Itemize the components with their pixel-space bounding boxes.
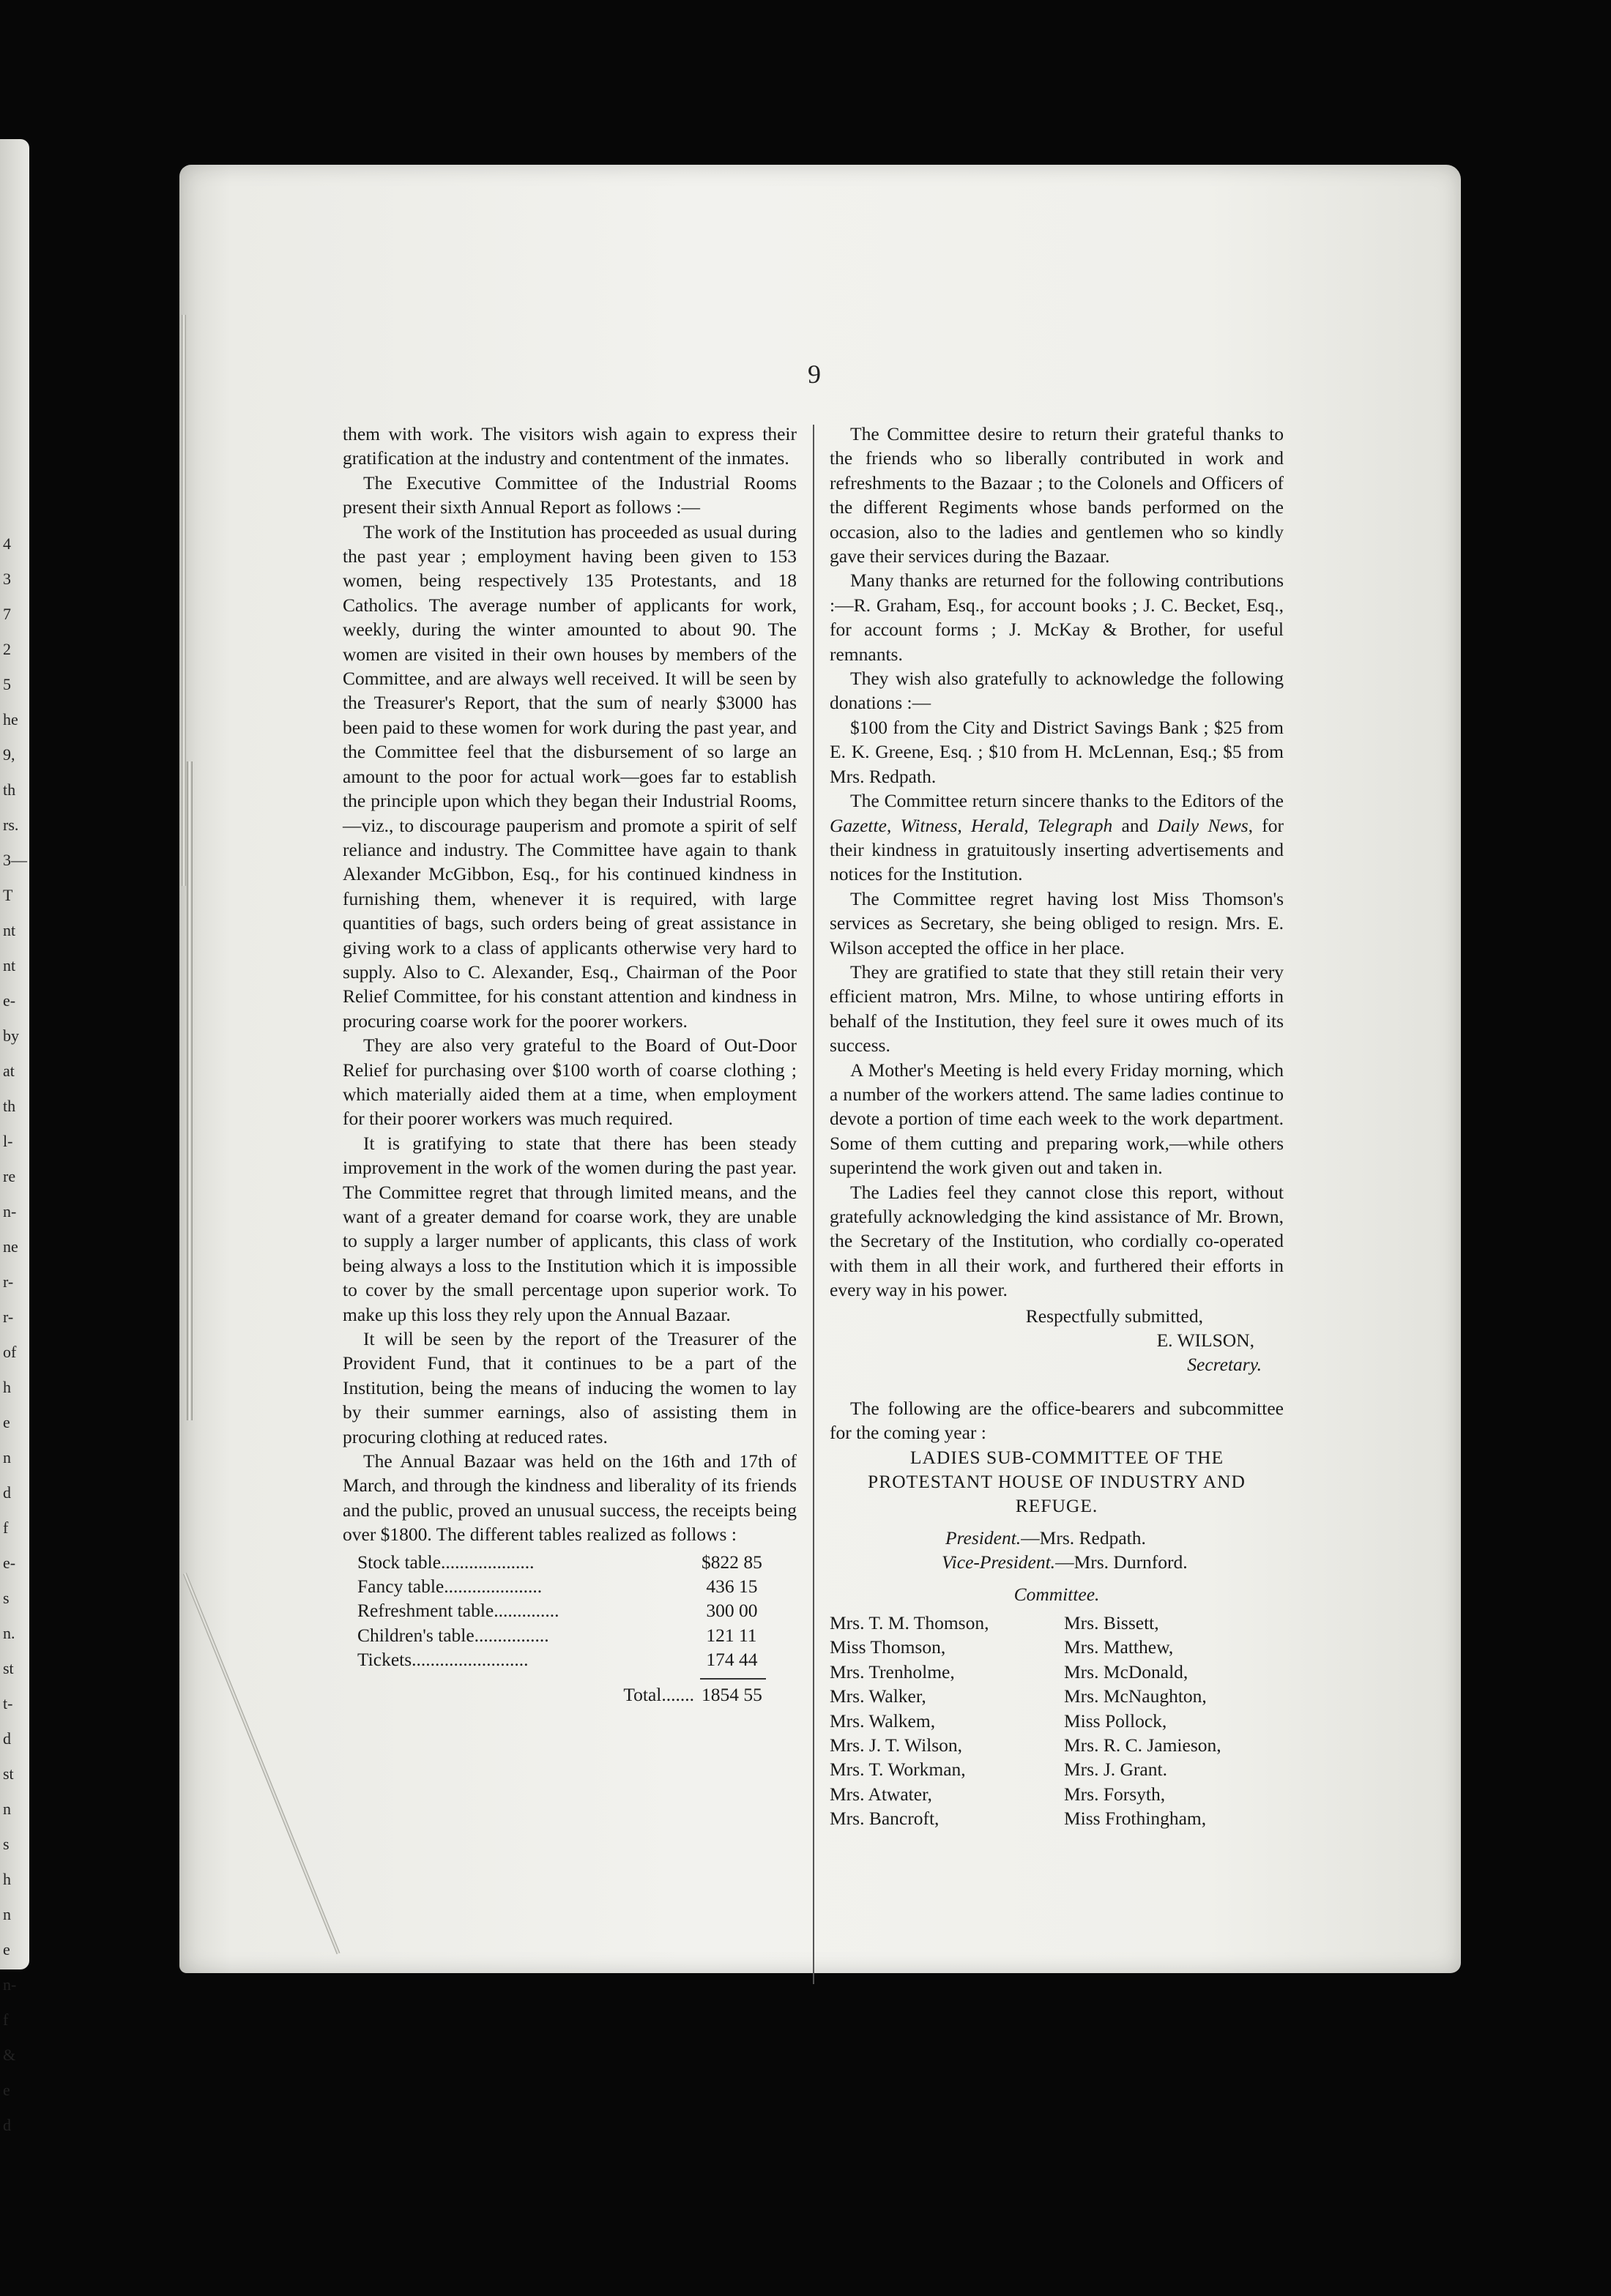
margin-fragment: at — [3, 1062, 15, 1080]
ledger-label: Stock table.................... — [357, 1551, 535, 1573]
committee-member: Mrs. T. M. Thomson, — [830, 1612, 989, 1634]
members-column-right — [1064, 1611, 1284, 1831]
paragraph: It is gratifying to state that there has been steady improvement in the work of the women during the past year. The Committee regret that through limited means, and the want of a greater demand for coarse work, they are unable to supply a larger number of applicants, this class of work being always a loss to the Institution which it is impossible to cover by the small percentage upon superior work. To make up this loss they rely upon the Annual Bazaar. — [343, 1132, 797, 1325]
signature-title: Secretary. — [1187, 1354, 1262, 1376]
office-holder: —Mrs. Redpath. — [1021, 1527, 1146, 1548]
margin-fragment: n — [3, 1448, 11, 1466]
ledger-label: Refreshment table.............. — [357, 1600, 559, 1622]
margin-fragment: e — [3, 1940, 10, 1958]
text: , for their kindness in gratuitously inserting advertisements and notices for the Institution. — [830, 814, 1284, 885]
column-divider — [813, 425, 814, 1984]
margin-fragment: 3— — [3, 851, 27, 869]
paragraph: They are gratified to state that they still retain their very efficient matron, Mrs. Milne, to whose untiring efforts in behalf of the Institution, they feel sure it owes much of its success. — [830, 961, 1284, 1056]
newspaper-name: Daily News — [1157, 814, 1249, 836]
paragraph: The Annual Bazaar was held on the 16th and 17th of March, and through the kindness and liberality of its friends and the public, proved an unusual success, the receipts being over $1800. The different tables realized as follows : — [343, 1450, 797, 1546]
margin-fragment: nt — [3, 956, 16, 974]
margin-fragment: f — [3, 1518, 9, 1537]
committee-member: Mrs. T. Workman, — [830, 1759, 966, 1781]
signature-name: E. WILSON, — [1156, 1330, 1254, 1352]
paragraph: They wish also gratefully to acknowledge the following donations :— — [830, 668, 1284, 714]
ledger-rule — [700, 1678, 766, 1680]
committee-member: Mrs. McNaughton, — [1064, 1685, 1207, 1707]
committee-member: Mrs. J. Grant. — [1064, 1759, 1167, 1781]
margin-fragment: of — [3, 1343, 17, 1361]
margin-fragment: s — [3, 1835, 10, 1853]
margin-fragment: n. — [3, 1624, 15, 1642]
committee-member: Mrs. Matthew, — [1064, 1636, 1174, 1658]
margin-fragment: e- — [3, 991, 16, 1010]
margin-fragment: d — [3, 1483, 11, 1502]
committee-title: Committee. — [1013, 1583, 1100, 1605]
signature-block — [830, 1304, 1284, 1377]
paragraph: The Committee desire to return their grateful thanks to the friends who so liberally contributed in work and refreshments to the Bazaar ; to the Colonels and Officers of the different Regiments whose bands performed on the occasion, also to the ladies and gentlemen who so kindly gave their services during the Bazaar. — [830, 423, 1284, 567]
section-heading: LADIES SUB-COMMITTEE OF THE PROTESTANT HOUSE OF INDUSTRY AND REFUGE. — [868, 1446, 1246, 1517]
previous-page-edge — [0, 139, 29, 2134]
committee-member: Mrs. McDonald, — [1064, 1660, 1188, 1682]
office-holder: —Mrs. Durnford. — [1055, 1551, 1188, 1573]
binding-thread — [182, 315, 186, 886]
ledger-row — [343, 1574, 797, 1598]
committee-member: Miss Pollock, — [1064, 1710, 1167, 1732]
ledger-label: Tickets......................... — [357, 1649, 529, 1671]
members-column-left — [830, 1611, 1042, 1831]
committee-member: Mrs. R. C. Jamieson, — [1064, 1734, 1221, 1756]
committee-member: Mrs. J. T. Wilson, — [830, 1734, 963, 1756]
committee-member: Miss Frothingham, — [1064, 1808, 1207, 1830]
margin-fragment: n — [3, 1800, 11, 1818]
margin-fragment: t- — [3, 1694, 13, 1712]
ledger-amount: 121 11 — [702, 1624, 757, 1646]
margin-fragment: l- — [3, 1132, 13, 1150]
margin-fragment: s — [3, 1589, 10, 1607]
committee-member: Mrs. Bancroft, — [830, 1808, 940, 1830]
margin-fragment: st — [3, 1764, 14, 1783]
text: The Committee return sincere thanks to the Editors of the — [850, 790, 1284, 812]
total-label: Total....... — [623, 1683, 694, 1705]
margin-fragment: 5 — [3, 675, 11, 693]
ledger-amount: 300 00 — [702, 1600, 758, 1622]
margin-fragment: th — [3, 1097, 16, 1115]
margin-fragment: h — [3, 1378, 11, 1396]
total-amount: 1854 55 — [702, 1683, 762, 1705]
paragraph: The Ladies feel they cannot close this report, without gratefully acknowledging the kind assistance of Mr. Brown, the Secretary of the Institution, who cordially co-operated with them in all their work, and furthered their efforts in every way in his power. — [830, 1181, 1284, 1301]
president-line — [830, 1526, 1284, 1550]
ledger-amount: $822 85 — [702, 1551, 762, 1573]
margin-fragment: ne — [3, 1237, 18, 1256]
margin-fragment: th — [3, 780, 16, 799]
committee-member: Mrs. Atwater, — [830, 1783, 932, 1805]
margin-fragment: r- — [3, 1308, 14, 1326]
margin-fragment: T — [3, 886, 13, 904]
ledger-label: Fancy table..................... — [357, 1576, 543, 1598]
ledger-total — [343, 1682, 797, 1707]
margin-fragment: st — [3, 1659, 14, 1677]
ledger-row — [343, 1623, 797, 1647]
committee-members — [830, 1611, 1284, 1831]
margin-fragment: 3 — [3, 570, 11, 588]
margin-fragment: d — [3, 2116, 11, 2134]
paragraph — [830, 789, 1284, 887]
margin-fragment: rs. — [3, 816, 19, 834]
committee-member: Mrs. Walker, — [830, 1685, 926, 1707]
office-label: President. — [945, 1527, 1022, 1548]
paragraph: The work of the Institution has proceeded as usual during the past year ; employment having been given to 153 women, being respectively 135 Protestants, and 18 Catholics. The average number of applicants for work, weekly, during the winter amounted to about 90. The women are visited in their own houses by members of the Committee, and are always well received. It will be seen by the Treasurer's Report, that the sum of nearly $3000 has been paid to these women for work during the past year, and the Committee feel that the disbursement of so large an amount to the poor for actual work—goes far to establish the principle upon which they began their Industrial Rooms, —viz., to discourage pauperism and promote a spirit of self reliance and industry. The Committee have again to thank Alexander McGibbon, Esq., for his continued kindness in furnishing them, whenever it is required, with large quantities of bags, such orders being of great assistance in giving work to a class of applicants otherwise very hard to supply. Also to C. Alexander, Esq., Chairman of the Poor Relief Committee, for his constant attention and kindness in procuring coarse work for the poorer workers. — [343, 521, 797, 1032]
left-column — [343, 422, 797, 1707]
committee-member: Mrs. Bissett, — [1064, 1612, 1159, 1634]
paragraph: The Committee regret having lost Miss Thomson's services as Secretary, she being obliged to resign. Mrs. E. Wilson accepted the office in her place. — [830, 887, 1284, 958]
margin-fragment: h — [3, 1870, 11, 1888]
margin-fragment: 9, — [3, 745, 15, 764]
bazaar-ledger — [343, 1550, 797, 1707]
ledger-label: Children's table................ — [357, 1624, 549, 1646]
page-number: 9 — [808, 359, 821, 389]
ledger-amount: 436 15 — [702, 1576, 758, 1598]
paragraph: They are also very grateful to the Board of Out-Door Relief for purchasing over $100 worth of coarse clothing ; which materially aided them at a time, when employment for their poorer workers was much required. — [343, 1035, 797, 1130]
margin-fragment: n- — [3, 1202, 17, 1220]
paragraph: $100 from the City and District Savings Bank ; $25 from E. K. Greene, Esq. ; $10 from H. McLennan, Esq.; $5 from Mrs. Redpath. — [830, 716, 1284, 787]
margin-fragment: by — [3, 1026, 19, 1045]
paragraph: them with work. The visitors wish again to express their gratification at the industry and contentment of the inmates. — [343, 423, 797, 469]
margin-fragment: e — [3, 2081, 10, 2099]
margin-fragment: 7 — [3, 605, 11, 623]
margin-fragment: e — [3, 1413, 10, 1431]
signature-closing: Respectfully submitted, — [1025, 1305, 1203, 1327]
margin-fragment: 2 — [3, 640, 11, 658]
margin-fragment: d — [3, 1729, 11, 1748]
margin-fragment: re — [3, 1167, 16, 1185]
previous-page-margin-text — [0, 139, 29, 2134]
committee-member: Miss Thomson, — [830, 1636, 946, 1658]
paragraph: The Executive Committee of the Industrial Rooms present their sixth Annual Report as follows :— — [343, 471, 797, 518]
margin-fragment: nt — [3, 921, 16, 939]
margin-fragment: n — [3, 1905, 11, 1923]
margin-fragment: r- — [3, 1272, 14, 1291]
text: and — [1112, 814, 1158, 836]
paragraph: Many thanks are returned for the following contributions :—R. Graham, Esq., for account books ; J. C. Becket, Esq., for account forms ; J. McKay & Brother, for useful remnants. — [830, 570, 1284, 665]
binding-thread — [187, 761, 193, 1420]
committee-member: Mrs. Trenholme, — [830, 1660, 955, 1682]
ledger-amount: 174 44 — [702, 1649, 758, 1671]
paragraph: It will be seen by the report of the Treasurer of the Provident Fund, that it continues to be a part of the Institution, being the means of inducing the women to lay by their summer earnings, also of assisting them in procuring clothing at reduced rates. — [343, 1328, 797, 1447]
ledger-row — [343, 1598, 797, 1622]
paragraph: The following are the office-bearers and subcommittee for the coming year : — [830, 1397, 1284, 1444]
margin-fragment: e- — [3, 1554, 16, 1572]
office-label: Vice-President. — [942, 1551, 1056, 1573]
margin-fragment: n- — [3, 1975, 17, 1994]
margin-fragment: & — [3, 2046, 16, 2064]
committee-member: Mrs. Walkem, — [830, 1710, 936, 1732]
ledger-row — [343, 1647, 797, 1671]
right-column — [830, 422, 1284, 1831]
ledger-row — [343, 1550, 797, 1574]
newspaper-names: Gazette, Witness, Herald, Telegraph — [830, 814, 1113, 836]
vice-president-line — [830, 1550, 1284, 1574]
margin-fragment: f — [3, 2010, 9, 2029]
margin-fragment: 4 — [3, 534, 11, 553]
paragraph: A Mother's Meeting is held every Friday morning, which a number of the workers attend. The same ladies continue to devote a portion of time each week to the work department. Some of them cutting and preparing work,—while others superintend the work given out and taken in. — [830, 1059, 1284, 1179]
committee-member: Mrs. Forsyth, — [1064, 1783, 1166, 1805]
margin-fragment: he — [3, 710, 18, 728]
